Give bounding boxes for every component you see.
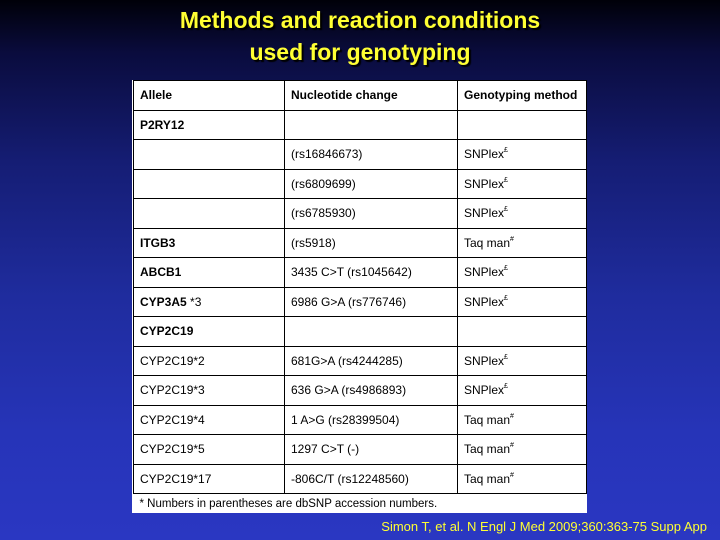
cell-genotyping-method [458, 110, 587, 140]
table-row [134, 228, 587, 258]
method-name: Taq man [464, 412, 511, 427]
method-name: SNPlex [464, 353, 505, 368]
cell-genotyping-method [458, 140, 587, 170]
method-footnote-mark: £ [504, 265, 508, 273]
method-footnote-mark: # [510, 442, 514, 450]
cell-allele [134, 228, 285, 258]
method-name: Taq man [464, 442, 511, 457]
method-name: Taq man [464, 471, 511, 486]
method-name: SNPlex [464, 176, 505, 191]
table-row [134, 405, 587, 435]
method-footnote-mark: # [510, 412, 514, 420]
method-name: SNPlex [464, 206, 505, 221]
allele-name: ABCB1 [140, 265, 182, 280]
slide-title-line-1: Methods and reaction conditions [179, 7, 541, 33]
cell-genotyping-method [458, 464, 587, 494]
cell-genotyping-method [458, 228, 587, 258]
allele-name: P2RY12 [140, 117, 185, 132]
cell-allele [134, 199, 285, 229]
cell-genotyping-method [458, 287, 587, 317]
cell-nucleotide-change: (rs6785930) [285, 199, 458, 229]
method-footnote-mark: £ [504, 294, 508, 302]
method-name: SNPlex [464, 294, 505, 309]
table-header-row [134, 81, 587, 111]
cell-genotyping-method [458, 346, 587, 376]
table-row [134, 258, 587, 288]
method-footnote-mark: £ [504, 147, 508, 155]
method-footnote-mark: £ [504, 176, 508, 184]
table-row [134, 169, 587, 199]
table-row [134, 199, 587, 229]
method-name: SNPlex [464, 147, 505, 162]
allele-name: CYP2C19*2 [140, 353, 205, 368]
table-row [134, 464, 587, 494]
genotyping-table [133, 80, 587, 513]
cell-nucleotide-change: 681G>A (rs4244285) [285, 346, 458, 376]
allele-name: CYP2C19*5 [140, 442, 205, 457]
header-genotyping-method: Genotyping method [458, 81, 587, 111]
method-name: Taq man [464, 235, 511, 250]
cell-genotyping-method [458, 317, 587, 347]
cell-nucleotide-change: (rs16846673) [285, 140, 458, 170]
slide-title [0, 4, 720, 68]
header-nucleotide-change: Nucleotide change [285, 81, 458, 111]
method-footnote-mark: # [510, 471, 514, 479]
table-row [134, 346, 587, 376]
cell-nucleotide-change: 636 G>A (rs4986893) [285, 376, 458, 406]
cell-allele [134, 317, 285, 347]
table-body [134, 110, 587, 513]
allele-name: CYP2C19*4 [140, 412, 205, 427]
table-footnote-row [134, 494, 587, 514]
cell-genotyping-method [458, 435, 587, 465]
cell-genotyping-method [458, 376, 587, 406]
cell-allele [134, 346, 285, 376]
allele-name: ITGB3 [140, 235, 176, 250]
method-footnote-mark: £ [504, 353, 508, 361]
cell-allele [134, 140, 285, 170]
allele-name: CYP2C19*17 [140, 471, 212, 486]
cell-nucleotide-change: (rs5918) [285, 228, 458, 258]
allele-name: CYP2C19 [140, 324, 194, 339]
cell-allele [134, 464, 285, 494]
slide-title-line-2: used for genotyping [249, 39, 471, 65]
cell-genotyping-method [458, 169, 587, 199]
cell-nucleotide-change [285, 110, 458, 140]
allele-suffix: *3 [186, 294, 202, 309]
method-footnote-mark: £ [504, 383, 508, 391]
cell-allele [134, 287, 285, 317]
table-row [134, 376, 587, 406]
table-row [134, 435, 587, 465]
table-row [134, 287, 587, 317]
cell-nucleotide-change: 1 A>G (rs28399504) [285, 405, 458, 435]
cell-allele [134, 258, 285, 288]
cell-genotyping-method [458, 258, 587, 288]
allele-name: CYP2C19*3 [140, 383, 205, 398]
method-footnote-mark: £ [504, 206, 508, 214]
cell-allele [134, 435, 285, 465]
citation: Simon T, et al. N Engl J Med 2009;360:363-75 Supp App [381, 519, 707, 534]
table-footnote: * Numbers in parentheses are dbSNP accession numbers. [139, 497, 438, 510]
cell-allele [134, 405, 285, 435]
cell-nucleotide-change: (rs6809699) [285, 169, 458, 199]
cell-nucleotide-change [285, 317, 458, 347]
method-name: SNPlex [464, 265, 505, 280]
method-name: SNPlex [464, 383, 505, 398]
method-footnote-mark: # [510, 235, 514, 243]
table-row [134, 140, 587, 170]
header-allele: Allele [134, 81, 285, 111]
cell-allele [134, 110, 285, 140]
table-row [134, 317, 587, 347]
table-row [134, 110, 587, 140]
cell-nucleotide-change: -806C/T (rs12248560) [285, 464, 458, 494]
cell-nucleotide-change: 1297 C>T (-) [285, 435, 458, 465]
genotyping-table-panel [132, 80, 587, 513]
cell-nucleotide-change: 6986 G>A (rs776746) [285, 287, 458, 317]
cell-allele [134, 376, 285, 406]
cell-genotyping-method [458, 405, 587, 435]
allele-name: CYP3A5 [140, 294, 187, 309]
cell-allele [134, 169, 285, 199]
cell-genotyping-method [458, 199, 587, 229]
cell-nucleotide-change: 3435 C>T (rs1045642) [285, 258, 458, 288]
